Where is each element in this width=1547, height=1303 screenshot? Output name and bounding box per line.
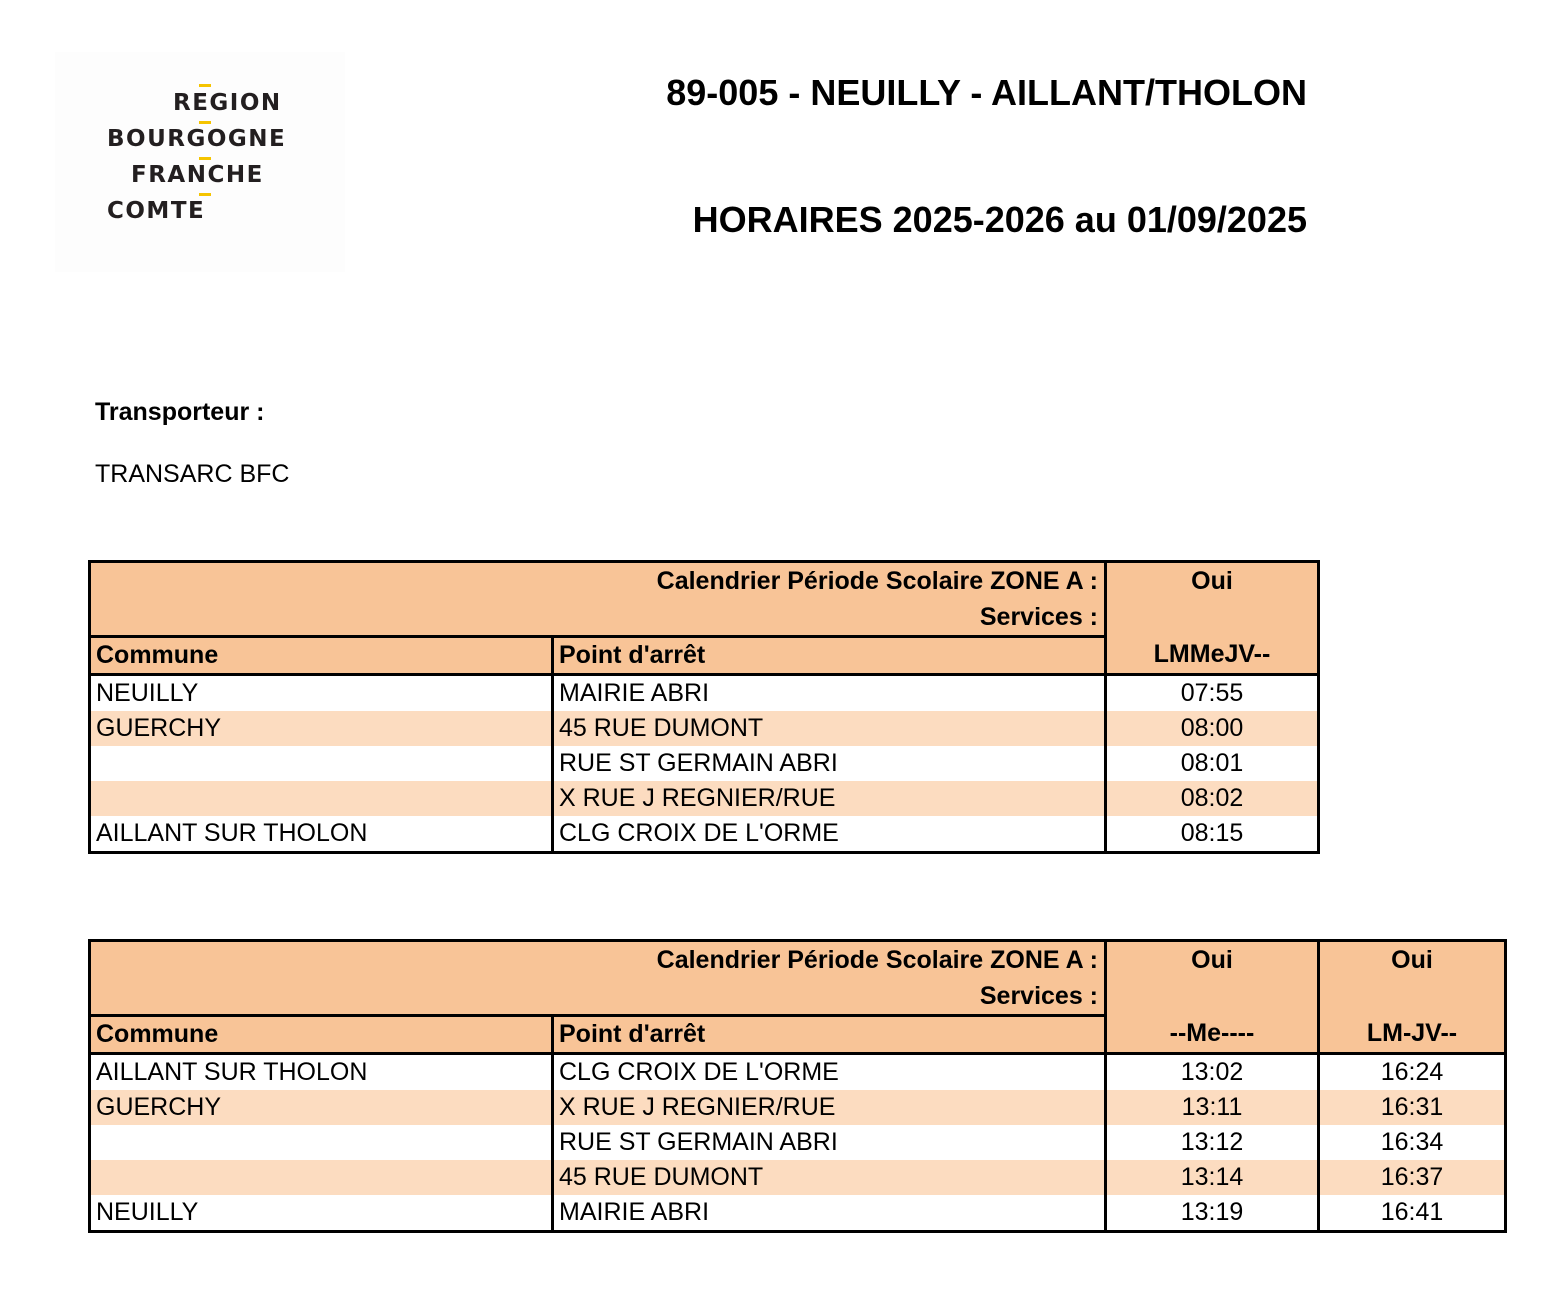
time-cell: 16:24 bbox=[1319, 1054, 1506, 1091]
column-header-commune: Commune bbox=[90, 1016, 553, 1054]
time-cell: 13:11 bbox=[1106, 1090, 1319, 1125]
commune-cell: AILLANT SUR THOLON bbox=[90, 1054, 553, 1091]
stop-cell: 45 RUE DUMONT bbox=[553, 1160, 1106, 1195]
table-row bbox=[90, 781, 1319, 816]
timetable-return bbox=[88, 939, 1507, 1233]
calendar-label: Calendrier Période Scolaire ZONE A : bbox=[90, 941, 1106, 979]
time-cell: 07:55 bbox=[1106, 675, 1319, 712]
time-cell: 13:02 bbox=[1106, 1054, 1319, 1091]
table-row bbox=[90, 816, 1319, 853]
logo-accent-bar bbox=[199, 121, 211, 124]
commune-cell: GUERCHY bbox=[90, 711, 553, 746]
column-header-stop: Point d'arrêt bbox=[553, 637, 1106, 675]
table-row bbox=[90, 1054, 1506, 1091]
table-row bbox=[90, 711, 1319, 746]
commune-cell: NEUILLY bbox=[90, 1195, 553, 1232]
calendar-label: Calendrier Période Scolaire ZONE A : bbox=[90, 562, 1106, 600]
time-cell: 16:37 bbox=[1319, 1160, 1506, 1195]
stop-cell: CLG CROIX DE L'ORME bbox=[553, 1054, 1106, 1091]
table-row bbox=[90, 1090, 1506, 1125]
logo-line-3: FRANCHE bbox=[131, 162, 264, 188]
time-cell: 08:02 bbox=[1106, 781, 1319, 816]
logo-accent-bar bbox=[199, 157, 211, 160]
calendar-value: Oui bbox=[1106, 562, 1319, 600]
table-row bbox=[90, 675, 1319, 712]
services-spacer bbox=[1106, 599, 1319, 637]
commune-cell: NEUILLY bbox=[90, 675, 553, 712]
stop-cell: MAIRIE ABRI bbox=[553, 1195, 1106, 1232]
stop-cell: RUE ST GERMAIN ABRI bbox=[553, 1125, 1106, 1160]
stop-cell: X RUE J REGNIER/RUE bbox=[553, 1090, 1106, 1125]
logo-line-1: REGION bbox=[173, 90, 282, 116]
commune-cell bbox=[90, 1125, 553, 1160]
service-code: LMMeJV-- bbox=[1106, 637, 1319, 675]
table-row bbox=[90, 1160, 1506, 1195]
time-cell: 13:12 bbox=[1106, 1125, 1319, 1160]
time-cell: 13:14 bbox=[1106, 1160, 1319, 1195]
time-cell: 16:31 bbox=[1319, 1090, 1506, 1125]
calendar-value: Oui bbox=[1319, 941, 1506, 979]
services-label: Services : bbox=[90, 599, 1106, 637]
table-row bbox=[90, 746, 1319, 781]
logo-line-4: COMTE bbox=[107, 198, 206, 224]
carrier-name: TRANSARC BFC bbox=[95, 460, 290, 488]
stop-cell: RUE ST GERMAIN ABRI bbox=[553, 746, 1106, 781]
column-header-stop: Point d'arrêt bbox=[553, 1016, 1106, 1054]
time-cell: 13:19 bbox=[1106, 1195, 1319, 1232]
commune-cell: GUERCHY bbox=[90, 1090, 553, 1125]
services-spacer bbox=[1106, 978, 1319, 1016]
logo-accent-bar bbox=[199, 193, 211, 196]
logo-line-2: BOURGOGNE bbox=[107, 126, 287, 152]
stop-cell: X RUE J REGNIER/RUE bbox=[553, 781, 1106, 816]
time-cell: 08:00 bbox=[1106, 711, 1319, 746]
time-cell: 16:41 bbox=[1319, 1195, 1506, 1232]
column-header-commune: Commune bbox=[90, 637, 553, 675]
table-row bbox=[90, 1195, 1506, 1232]
commune-cell bbox=[90, 781, 553, 816]
stop-cell: 45 RUE DUMONT bbox=[553, 711, 1106, 746]
timetable-outbound bbox=[88, 560, 1320, 854]
service-code: LM-JV-- bbox=[1319, 1016, 1506, 1054]
carrier-label: Transporteur : bbox=[95, 398, 265, 426]
table-row bbox=[90, 1125, 1506, 1160]
commune-cell: AILLANT SUR THOLON bbox=[90, 816, 553, 853]
calendar-value: Oui bbox=[1106, 941, 1319, 979]
services-spacer bbox=[1319, 978, 1506, 1016]
commune-cell bbox=[90, 746, 553, 781]
services-label: Services : bbox=[90, 978, 1106, 1016]
commune-cell bbox=[90, 1160, 553, 1195]
time-cell: 16:34 bbox=[1319, 1125, 1506, 1160]
time-cell: 08:01 bbox=[1106, 746, 1319, 781]
service-code: --Me---- bbox=[1106, 1016, 1319, 1054]
stop-cell: CLG CROIX DE L'ORME bbox=[553, 816, 1106, 853]
stop-cell: MAIRIE ABRI bbox=[553, 675, 1106, 712]
line-title: 89-005 - NEUILLY - AILLANT/THOLON bbox=[666, 72, 1307, 113]
logo-accent-bar bbox=[199, 84, 211, 87]
schedule-title: HORAIRES 2025-2026 au 01/09/2025 bbox=[692, 199, 1307, 240]
time-cell: 08:15 bbox=[1106, 816, 1319, 853]
region-logo bbox=[55, 52, 345, 272]
